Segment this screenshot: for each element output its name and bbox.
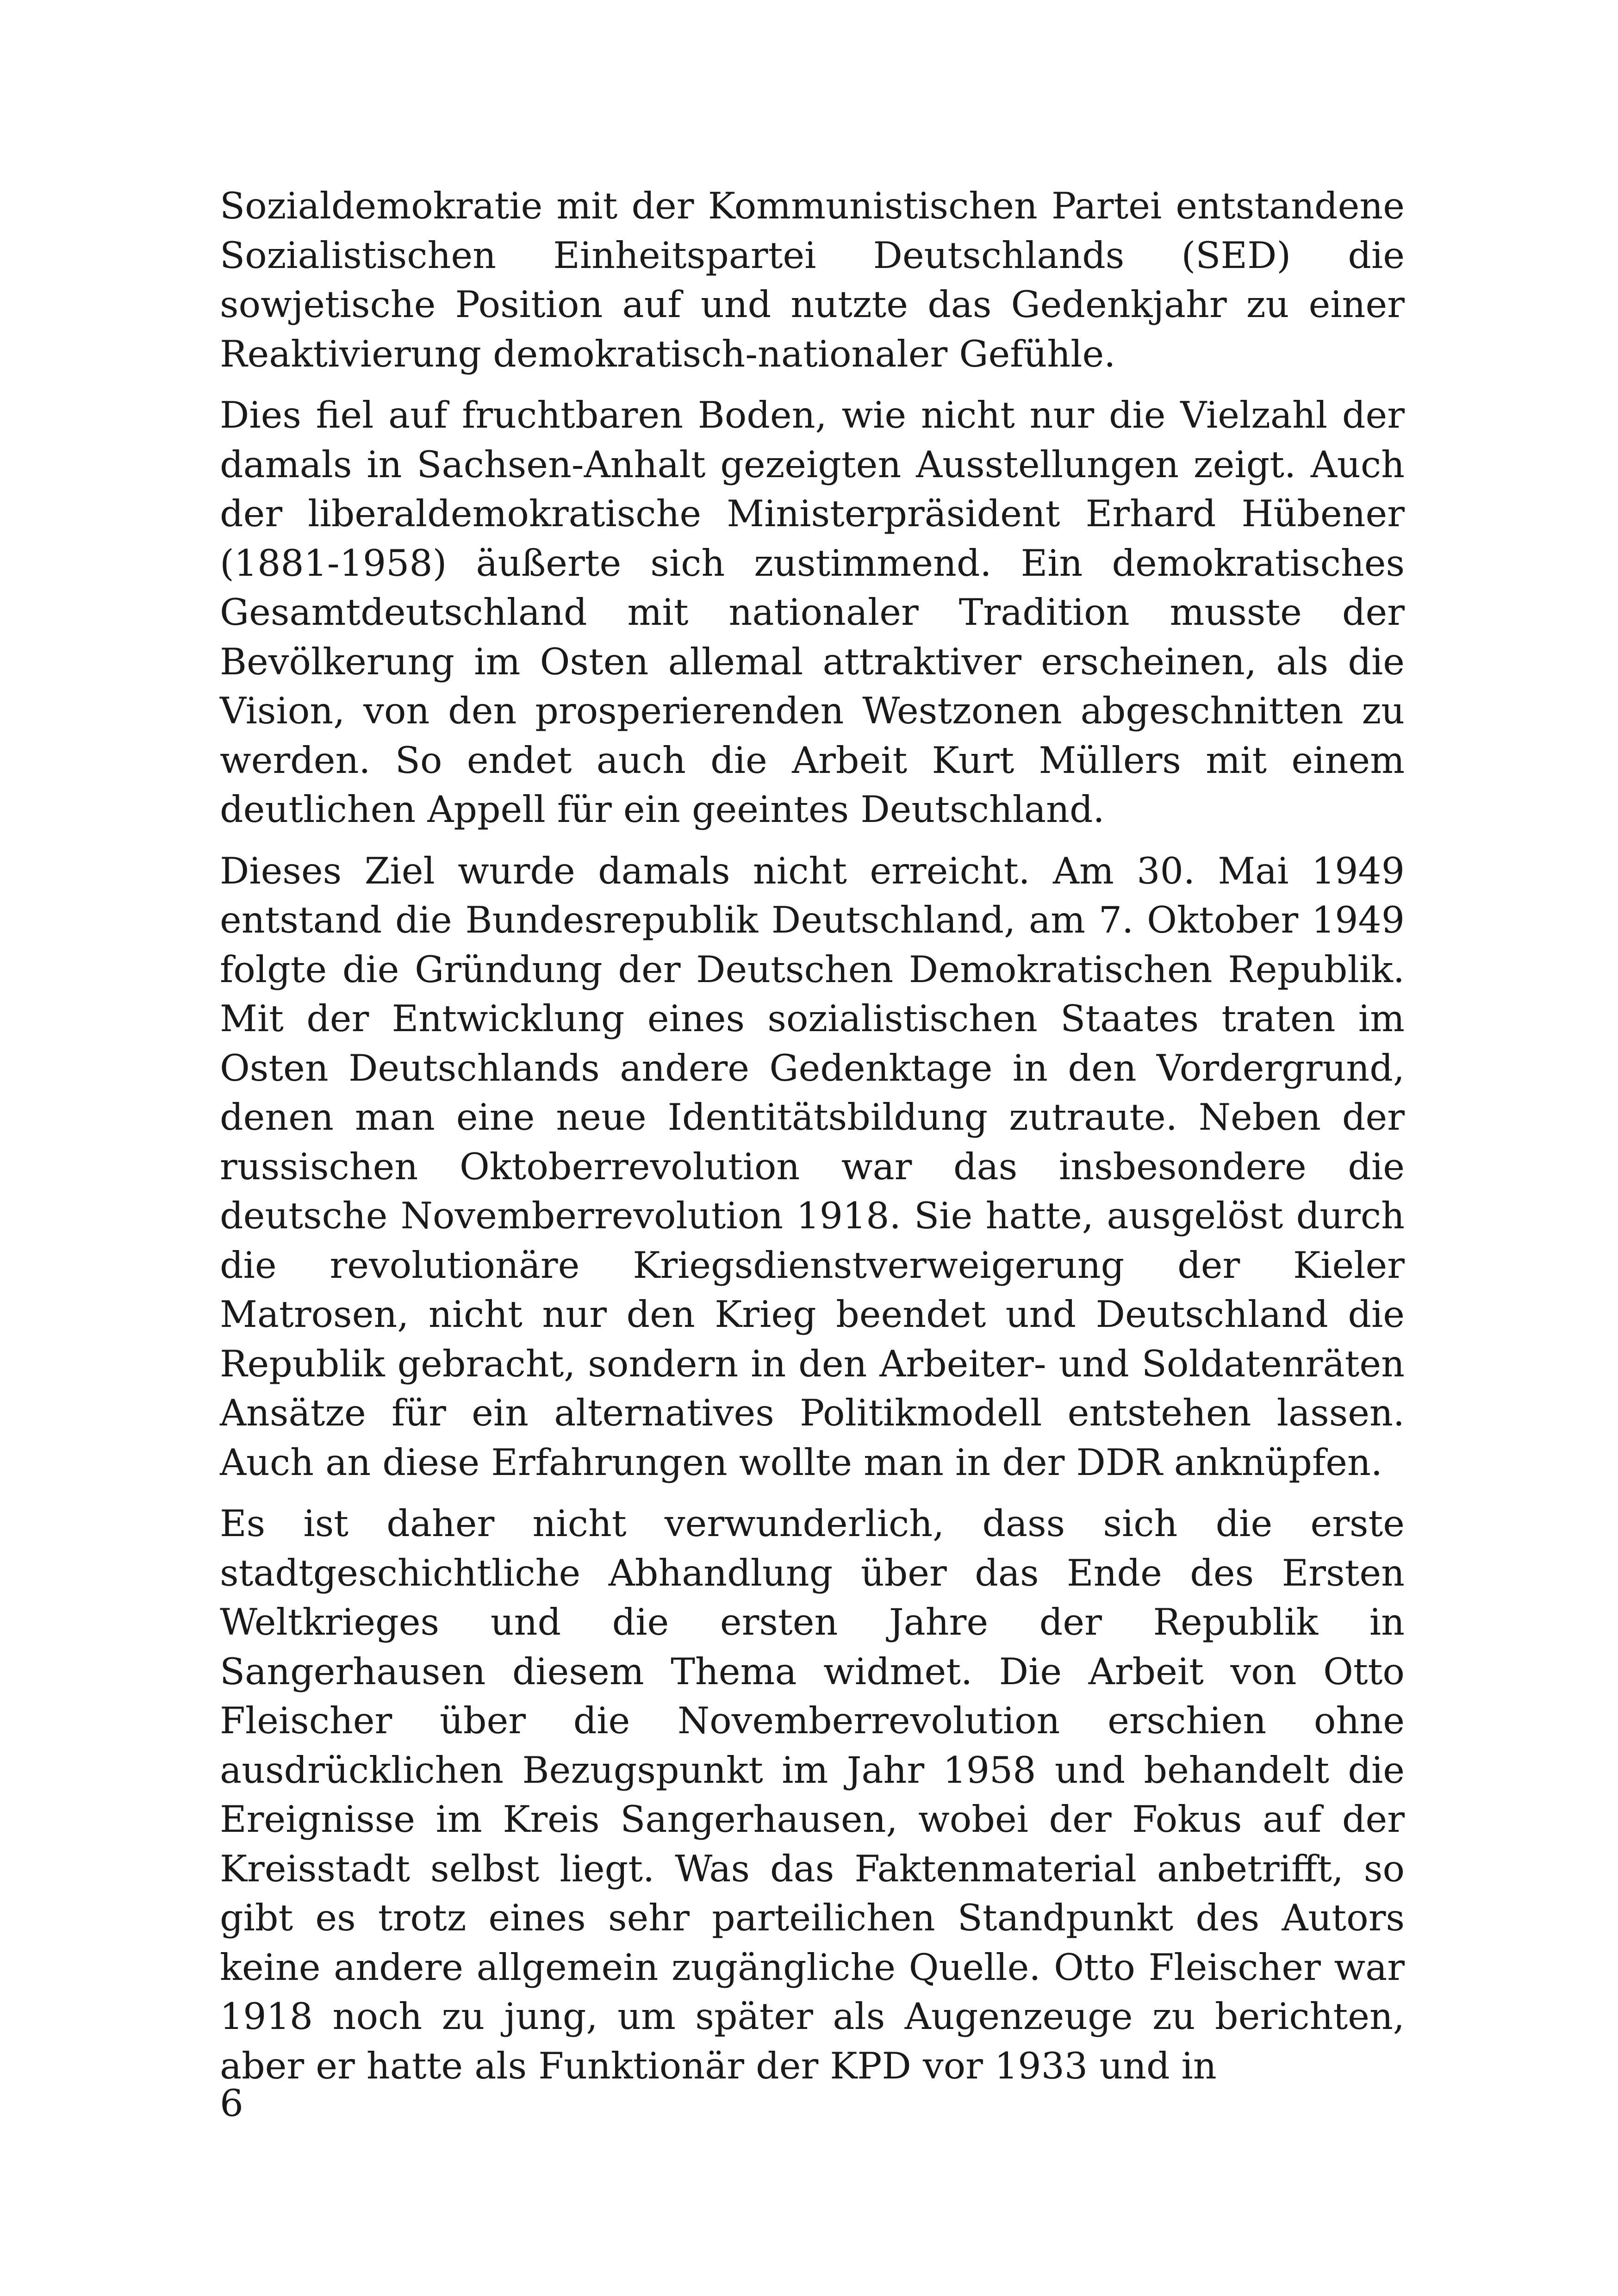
paragraph-2: Dies fiel auf fruchtbaren Boden, wie nicht nur die Vielzahl der damals in Sachsen-Anhalt gezeigten Ausstellungen zeigt. Auch der liberaldemokratische Ministerpräsident Erhard Hübener (1881-1958) äußerte sich zustimmend. Ein demokratisches Gesamtdeutschland mit nationaler Tradition musste der Bevölkerung im Osten allemal attraktiver erscheinen, als die Vision, von den prosperierenden Westzonen abgeschnitten zu werden. So endet auch die Arbeit Kurt Müllers mit einem deutlichen Appell für ein geeintes Deutschland. <box>220 394 1405 831</box>
paragraph-4: Es ist daher nicht verwunderlich, dass sich die erste stadtgeschichtliche Abhandlung über das Ende des Ersten Weltkrieges und die ersten Jahre der Republik in Sangerhausen diesem Thema widmet. Die Arbeit von Otto Fleischer über die Novemberrevolution erschien ohne ausdrücklichen Bezugspunkt im Jahr 1958 und behandelt die Ereignisse im Kreis Sangerhausen, wobei der Fokus auf der Kreisstadt selbst liegt. Was das Faktenmaterial anbetrifft, so gibt es trotz eines sehr parteilichen Standpunkt des Autors keine andere allgemein zugängliche Quelle. Otto Fleischer war 1918 noch zu jung, um später als Augenzeuge zu berichten, aber er hatte als Funktionär der KPD vor 1933 und in <box>220 1502 1405 2087</box>
page-number: 6 <box>220 2082 243 2125</box>
paragraph-3: Dieses Ziel wurde damals nicht erreicht. Am 30. Mai 1949 entstand die Bundesrepublik Deutschland, am 7. Oktober 1949 folgte die Gründung der Deutschen Demokratischen Republik. Mit der Entwicklung eines sozialistischen Staates traten im Osten Deutschlands andere Gedenktage in den Vordergrund, denen man eine neue Identitätsbildung zutraute. Neben der russischen Oktoberrevolution war das insbesondere die deutsche Novemberrevolution 1918. Sie hatte, ausgelöst durch die revolutionäre Kriegsdienstverweigerung der Kieler Matrosen, nicht nur den Krieg beendet und Deutschland die Republik gebracht, sondern in den Arbeiter- und Soldatenräten Ansätze für ein alternatives Politikmodell entstehen lassen. Auch an diese Erfahrungen wollte man in der DDR anknüpfen. <box>220 849 1405 1484</box>
paragraph-1: Sozialdemokratie mit der Kommunistischen Partei entstandene Sozialistischen Einheitspartei Deutschlands (SED) die sowjetische Position auf und nutzte das Gedenkjahr zu einer Reaktivierung demokratisch-nationaler Gefühle. <box>220 185 1405 375</box>
body-text <box>220 181 1405 2103</box>
